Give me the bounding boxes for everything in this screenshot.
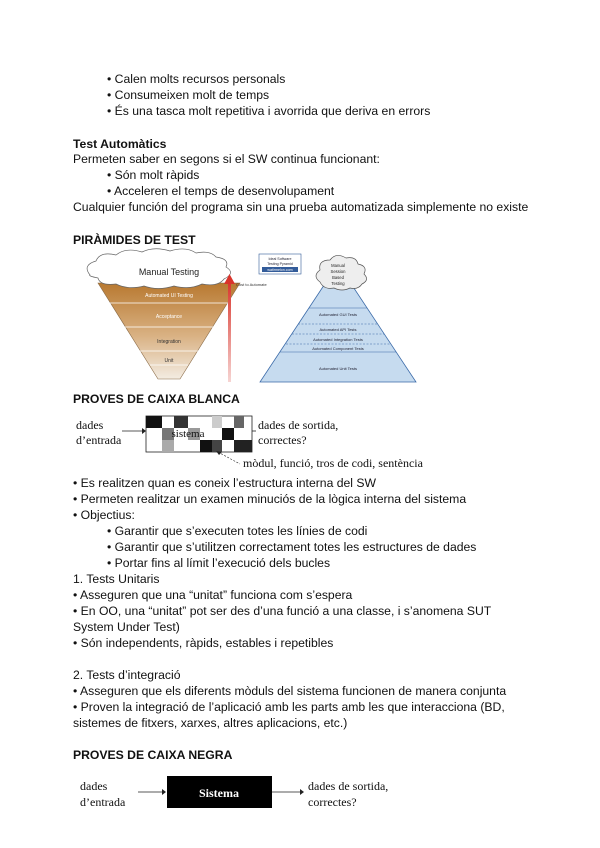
arrow-right-icon <box>162 789 166 795</box>
diagram-input-label: d’entrada <box>80 795 126 809</box>
source-label: Ideal Software <box>268 257 292 261</box>
pyramid-cloud-label: Based <box>332 275 344 280</box>
section-heading: PROVES DE CAIXA BLANCA <box>73 392 240 406</box>
pyramid-cloud-label: Manual <box>331 263 345 268</box>
diagram-output-label: dades de sortida, <box>258 418 339 432</box>
intro-bullet: • Calen molts recursos personals <box>107 72 286 86</box>
cost-label: Cost to Automate <box>236 282 267 287</box>
list-item: • Asseguren que els diferents mòduls del sistema funcionen de manera conjunta <box>73 684 507 698</box>
pyramid-cloud-label: Session <box>330 269 346 274</box>
intro-bullet: • Consumeixen molt de temps <box>107 88 270 102</box>
cone-layer-label: Acceptance <box>155 314 183 320</box>
source-label: Testing Pyramid <box>267 262 293 266</box>
subsection-title: 2. Tests d’integració <box>73 668 181 682</box>
diagram-input-label: d’entrada <box>76 433 122 447</box>
list-item: • Es realitzen quan es coneix l’estructura interna del SW <box>73 476 377 490</box>
cone-layer-label: Automated UI Testing <box>145 293 193 299</box>
subsection-title: 1. Tests Unitaris <box>73 572 160 586</box>
pyramid-layer-label: Automated Unit Tests <box>319 366 357 371</box>
pyramid-layer-label: Automated Component Tests <box>312 346 364 351</box>
pyramid-layer-label: Automated API Tests <box>319 327 357 332</box>
cone-layer-label: Unit <box>164 358 174 364</box>
source-label: watirmelon.com <box>267 268 293 272</box>
diagram-output-label: dades de sortida, <box>308 779 389 793</box>
diagram-input-label: dades <box>80 779 108 793</box>
diagram-output-label: correctes? <box>308 795 357 809</box>
arrow-right-icon <box>142 428 146 434</box>
list-item: • Són independents, ràpids, estables i repetibles <box>73 636 334 650</box>
section-heading: PIRÀMIDES DE TEST <box>73 233 196 247</box>
list-item: • Permeten realitzar un examen minuciós de la lògica interna del sistema <box>73 492 467 506</box>
diagram-box-label: sistema <box>171 428 205 440</box>
section-heading: Test Automàtics <box>73 137 167 151</box>
list-item: • Acceleren el temps de desenvolupament <box>107 184 335 198</box>
arrow-right-icon <box>300 789 304 795</box>
cone-cloud-label: Manual Testing <box>138 267 200 277</box>
black-box-label: Sistema <box>199 786 239 800</box>
objective-item: • Garantir que s’utilitzen correctament totes les estructures de dades <box>107 540 477 554</box>
paragraph: Permeten saber en segons si el SW continua funcionant: <box>73 152 380 166</box>
list-item: sistemes de fitxers, xarxes, altres aplicacions, etc.) <box>73 716 348 730</box>
diagram-output-label: correctes? <box>258 433 307 447</box>
black-box-diagram <box>138 774 310 810</box>
pyramid-cloud-label: Testing <box>331 281 345 286</box>
pyramid-layer-label: Automated Integration Tests <box>313 337 363 342</box>
pyramid-layer-label: Automated GUI Tests <box>319 312 357 317</box>
intro-bullet: • És una tasca molt repetitiva i avorrida que deriva en errors <box>107 104 431 118</box>
list-item: • Objectius: <box>73 508 135 522</box>
list-item: • Proven la integració de l’aplicació amb les parts amb les que interacciona (BD, <box>73 700 505 714</box>
list-item: • Asseguren que una “unitat” funciona com s’espera <box>73 588 353 602</box>
cone-layer-label: Integration <box>157 339 181 345</box>
objective-item: • Portar fins al límit l’execució dels bucles <box>107 556 331 570</box>
testing-pyramid-figure <box>258 252 438 386</box>
objective-item: • Garantir que s’executen totes les línies de codi <box>107 524 368 538</box>
paragraph: Cualquier función del programa sin una prueba automatizada simplemente no existe <box>73 200 529 214</box>
diagram-annotation: mòdul, funció, tros de codi, sentència <box>243 456 423 470</box>
list-item: • En OO, una “unitat” pot ser des d’una funció a una classe, i s’anomena SUT <box>73 604 492 618</box>
section-heading: PROVES DE CAIXA NEGRA <box>73 748 233 762</box>
arrow-up-icon <box>228 282 231 382</box>
diagram-input-label: dades <box>76 418 104 432</box>
cost-arrow-figure <box>222 272 267 384</box>
list-item: • Són molt ràpids <box>107 168 200 182</box>
list-item: System Under Test) <box>73 620 180 634</box>
white-box-diagram <box>122 414 257 470</box>
